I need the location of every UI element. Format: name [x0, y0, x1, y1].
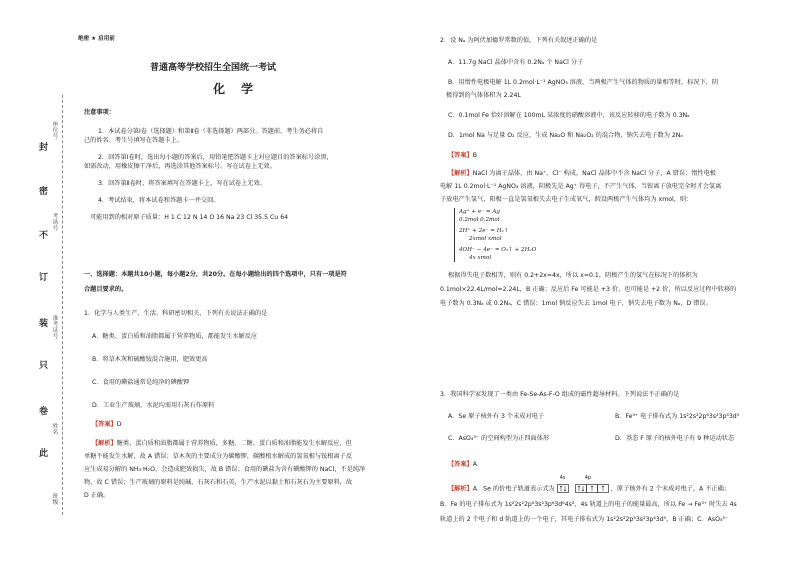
- section-line: 一、选择题：本题共10小题，每小题2分，共20分。在每小题给出的四个选项中，只有一项是符: [84, 271, 347, 278]
- equation-system: [440, 208, 736, 263]
- equation-line: 0.2mol 0.2mol: [459, 217, 500, 223]
- orbital-4p-label: 4p: [584, 475, 592, 481]
- option-b-line: 极得到的气体体积为 2.24L: [446, 92, 521, 99]
- analysis-line: A．Se 的价电子轨道表示式为: [472, 485, 555, 493]
- analysis-line: B．Fe 的电子排布式为 1s²2s²2p⁶3s²3p⁶3d⁶4s²，4s 轨道上的电子的能量最高，所以 Fe → Fe³⁺ 时失去 4s: [440, 500, 737, 508]
- seal-char: 不: [39, 231, 49, 241]
- option-c: C．0.1mol Fe 恰好溶解在 100mL 某浓度的硝酸溶液中，该反应转移的电子数为 0.3Nₐ: [448, 112, 690, 119]
- answer-value: B: [472, 152, 477, 159]
- answer-value: A: [472, 461, 477, 468]
- analysis-line: D 正确。: [84, 492, 110, 499]
- note-line: 4．考试结束，将本试卷和答题卡一并交回。: [98, 197, 220, 204]
- analysis-line: NaCl 为离子晶体，由 Na⁺、Cl⁻ 构成，NaCl 晶体中不含 NaCl 分子，A 错误；惰性电极: [472, 170, 716, 177]
- seal-char: 此: [39, 449, 49, 459]
- answer-line: [440, 460, 737, 469]
- analysis-block: [440, 169, 736, 204]
- analysis-block: [440, 475, 737, 524]
- question-1: [84, 309, 365, 500]
- exam-title: 普通高等学校招生全国统一考试: [150, 63, 277, 73]
- analysis-first-line: [440, 475, 737, 494]
- analysis-line: 轨道上的 2 个电子和 d 轨道上的一个电子，其电子排布式为 1s²2s²2p⁶3s²3p⁶3d⁵，B 正确；C．AsO₄³⁻: [440, 515, 729, 523]
- option-d: D．1mol Na 与足量 O₂ 反应，生成 Na₂O 和 Na₂O₂ 的混合物，钠失去电子数为 2Nₐ: [448, 132, 683, 139]
- equation-line: 4OH⁻ − 4e⁻ = O₂↑ + 2H₂O: [459, 247, 537, 253]
- analysis-line: 单糖不能发生水解，故 A 错误；草木灰的主要成分为碳酸钾，碳酸根水解成的氢氧根与铵根离子反: [84, 453, 353, 460]
- question-stem: 1．化学与人类生产、生活、科研密切相关，下列有关说法正确的是: [84, 310, 268, 317]
- analysis-line: 电解 1L 0.2mol·L⁻¹ AgNO₃ 溶液，阴极先是 Ag⁺ 得电子，不产生气体，当银离子放电完全时才会氢离: [440, 183, 722, 190]
- seal-char: 封: [39, 143, 49, 153]
- equation-line: 2H⁺ + 2e⁻ = H₂↑: [459, 228, 509, 234]
- answer-value: D: [116, 421, 122, 428]
- section-one-heading: [84, 270, 347, 294]
- admission-number-field[interactable]: 准考证号: [52, 316, 59, 340]
- equation-line: 4x xmol: [469, 255, 492, 261]
- option-a: A．糖类、蛋白质和油脂都属于营养物质，都能发生水解反应: [92, 333, 258, 340]
- analysis-line: ，原子核外有 2 个未成对电子，A 不正确；: [610, 485, 730, 493]
- analysis-line: 子放电产生氢气，阳极一直是氢氧根失去电子生成氧气，假设两极产生气体均为 xmol，则：: [440, 196, 693, 203]
- name-field[interactable]: 姓名: [52, 424, 59, 436]
- notes-heading: 注意事项：: [84, 109, 115, 116]
- option-b-line: B．用惰性电极电解 1L 0.2mol·L⁻¹ AgNO₃ 溶液，当两极产生气体的物质的量相等时，标况下，阴: [448, 79, 719, 86]
- question-3: [440, 390, 740, 524]
- option-d: D．工业生产玻璃、水泥均需用石灰石作原料: [92, 402, 215, 409]
- question-stem: 3．我国科学家发现了一类由 Fe-Se-As-F-O 组成的磁性超导材料。下列说法不正确的是: [440, 391, 680, 398]
- seat-number-field[interactable]: 座位号: [52, 122, 59, 140]
- orbital-diagram: [557, 475, 611, 493]
- seal-char: 装: [39, 319, 49, 329]
- options-row-1: [440, 412, 740, 421]
- option-c: C．食用的碘盐通常是纯净的碘酸钾: [92, 379, 190, 386]
- conclusion-block: [440, 271, 736, 308]
- note-line: 1．本试卷分第Ⅰ卷（选择题）和第Ⅱ卷（非选择题）两部分。答题前，考生务必将自: [98, 128, 324, 135]
- seal-char: 订: [39, 273, 49, 283]
- question-stem: 2．设 Nₐ 为阿伏加德罗常数的值，下列有关叙述正确的是: [440, 37, 598, 44]
- confidential-mark: 绝密 ★ 启用前: [78, 36, 115, 42]
- option-b: B．将草木灰和硫酸铵混合施用，肥效更高: [92, 356, 208, 363]
- note-line: 3．回答第Ⅱ卷时，将答案填写在答题卡上，写在试卷上无效。: [98, 180, 266, 187]
- section-line: 合题目要求的。: [84, 286, 128, 293]
- seal-char: 密: [39, 187, 49, 197]
- note-line: 2．回答第Ⅰ卷时，选出每小题的答案后，用铅笔把答题卡上对应题目的答案标号涂黑，: [98, 154, 333, 161]
- option-a: A．11.7g NaCl 晶体中含有 0.2Nₐ 个 NaCl 分子: [448, 59, 584, 66]
- equation-line: Ag⁺ + e⁻ = Ag: [459, 209, 500, 215]
- binding-dashed-line: [62, 95, 63, 515]
- answer-line: [84, 420, 365, 429]
- option-d: D．基态 F 原子的核外电子有 9 种运动状态: [615, 435, 735, 442]
- option-b: B．Fe³⁺ 电子排布式为 1s²2s²2p⁶3s²3p⁶3d⁵: [615, 413, 740, 420]
- seal-char: 卷: [39, 407, 49, 417]
- analysis-label: 【解析】: [448, 170, 473, 177]
- options-row-2: [440, 434, 737, 443]
- analysis-block: [84, 439, 365, 500]
- analysis-line: 糖类、蛋白质和油脂都属于营养物质，多糖、二糖、蛋白质和油脂能发生水解反应，但: [116, 440, 352, 447]
- question-2: [440, 36, 736, 308]
- orbital-4s-label: 4s: [559, 475, 566, 481]
- analysis-line: 应生成易分解的 NH₃·H₂O，会造成肥效损失，故 B 错误；食用的碘盐为含有碘酸钾的 NaCl，不是纯净: [84, 466, 366, 473]
- analysis-label: 【解析】: [448, 485, 473, 493]
- atomic-mass-line: 可能用到的相对原子质量：H 1 C 12 N 14 O 16 Na 23 Cl 35.5 Cu 64: [90, 214, 289, 221]
- subject-title: 化 学: [213, 82, 260, 96]
- answer-label: 【答案】: [448, 461, 473, 468]
- seal-char: 只: [39, 361, 49, 371]
- option-a: A．Se 原子核外有 3 个未成对电子: [448, 413, 545, 420]
- conclusion-line: 0.1mol×22.4L/mol=2.24L，B 正确；反应后 Fe 可能是 +3 价，也可能是 +2 价，所以反应过程中转移的: [440, 286, 737, 293]
- note-line: 己的姓名、考生号填写在答题卡上。: [84, 137, 183, 144]
- class-field[interactable]: 班级: [52, 494, 59, 506]
- equation-line: 2xmol xmol: [469, 236, 502, 242]
- analysis-label: 【解析】: [92, 440, 117, 447]
- notes-list: [84, 127, 333, 222]
- orbital-boxes-icon: [557, 484, 611, 493]
- exam-room-field[interactable]: 考场号: [52, 214, 59, 232]
- option-c: C．AsO₄³⁻ 的空间构型为正四面体形: [448, 435, 550, 442]
- note-line: 如需改动，用橡皮擦干净后，再选涂其他答案标号。写在试卷上无效。: [84, 163, 276, 170]
- answer-label: 【答案】: [448, 152, 473, 159]
- answer-label: 【答案】: [92, 421, 117, 428]
- conclusion-line: 电子数为 0.3Nₐ 或 0.2Nₐ，C 错误；1mol 钠反应失去 1mol 电子，钠失去电子数为 Nₐ，D 错误。: [440, 300, 712, 307]
- analysis-line: 物，故 C 错误；生产玻璃的原料是纯碱、石灰石和石英，生产水泥以黏土和石灰石为主要原料，故: [84, 479, 353, 486]
- conclusion-line: 根据得失电子数相等，则有 0.2+2x=4x，所以 x=0.1，阴极产生的氢气在标况下的体积为: [448, 272, 698, 279]
- answer-line: [440, 151, 736, 160]
